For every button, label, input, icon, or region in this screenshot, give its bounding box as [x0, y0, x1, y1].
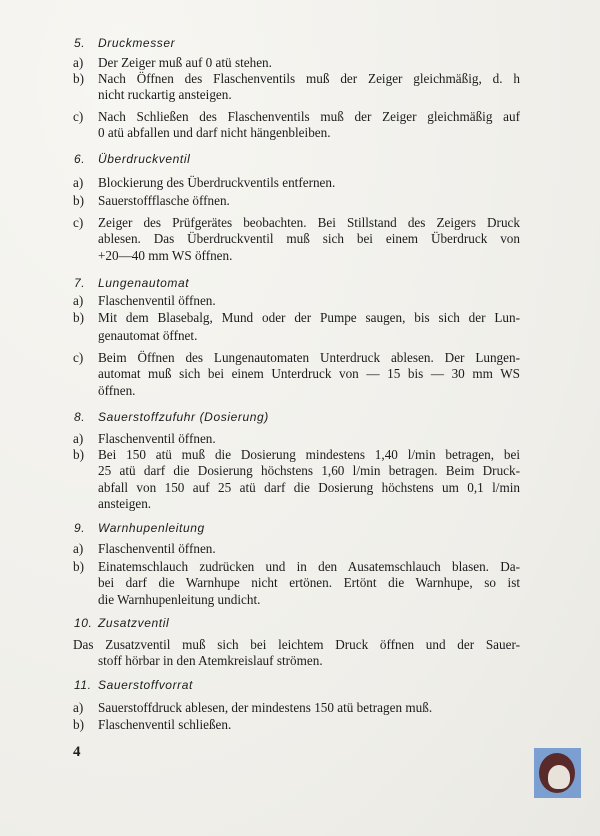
- section-title: Sauerstoffzufuhr (Dosierung): [98, 410, 269, 424]
- text-line: ansteigen.: [98, 495, 152, 511]
- section-number: 11.: [74, 678, 92, 692]
- item-label: b): [73, 717, 84, 732]
- item-label: c): [73, 109, 84, 124]
- item-label: b): [73, 71, 84, 86]
- text-line: Sauerstoffdruck ablesen, der mindestens 150 atü betragen muß.: [98, 700, 433, 715]
- item-label: c): [73, 350, 84, 365]
- archive-logo-image: [534, 748, 581, 798]
- text-line: bei darf die Warnhupe nicht ertönen. Ertönt die Warnhupe, so ist: [98, 575, 520, 591]
- list-item: [73, 310, 520, 345]
- text-line: automat muß sich bei einem Unterdruck von — 15 bis — 30 mm WS: [98, 366, 520, 382]
- item-label: a): [73, 431, 84, 446]
- section-title: Zusatzventil: [98, 616, 170, 630]
- text-line: Zeiger des Prüfgerätes beobachten. Bei Stillstand des Zeigers Druck: [98, 215, 520, 230]
- text-line: Bei 150 atü muß die Dosierung mindestens 1,40 l/min betragen, bei: [98, 447, 520, 462]
- text-line: 0 atü abfallen und darf nicht hängenbleiben.: [98, 125, 331, 141]
- item-label: b): [73, 310, 84, 325]
- text-line: öffnen.: [98, 382, 136, 398]
- text-line: Das Zusatzventil muß sich bei leichtem Druck öffnen und der Sauer-: [73, 637, 520, 652]
- section-heading: [74, 678, 193, 692]
- paragraph: [73, 637, 520, 670]
- list-item: [73, 193, 520, 209]
- text-line: die Warnhupenleitung undicht.: [98, 591, 261, 607]
- text-line: genautomat öffnet.: [98, 328, 198, 344]
- text-line: Flaschenventil schließen.: [98, 717, 232, 732]
- section-title: Sauerstoffvorrat: [98, 678, 193, 692]
- item-label: b): [73, 193, 84, 208]
- text-line: Der Zeiger muß auf 0 atü stehen.: [98, 55, 272, 70]
- item-label: a): [73, 700, 84, 715]
- text-line: 25 atü darf die Dosierung höchstens 1,60 l/min betragen. Beim Druck-: [98, 463, 520, 479]
- section-heading: [74, 152, 190, 166]
- text-line: Flaschenventil öffnen.: [98, 541, 216, 556]
- section-number: 9.: [74, 521, 86, 535]
- text-line: Nach Schließen des Flaschenventils muß der Zeiger gleichmäßig auf: [98, 109, 520, 124]
- list-item: [73, 175, 520, 191]
- page-number: 4: [73, 744, 81, 760]
- section-number: 7.: [74, 276, 86, 290]
- list-item: [73, 215, 520, 264]
- list-item: [73, 541, 520, 557]
- list-item: [73, 293, 520, 309]
- list-item: [73, 71, 520, 104]
- item-label: b): [73, 559, 84, 574]
- text-line: Einatemschlauch zudrücken und in den Ausatemschlauch blasen. Da-: [98, 559, 520, 574]
- section-title: Warnhupenleitung: [98, 521, 205, 535]
- list-item: [73, 55, 520, 71]
- text-line: stoff hörbar in den Atemkreislauf strömen.: [98, 653, 323, 669]
- text-line: Nach Öffnen des Flaschenventils muß der Zeiger gleichmäßig, d. h: [98, 71, 520, 86]
- section-title: Druckmesser: [98, 36, 176, 50]
- section-heading: [74, 616, 169, 630]
- list-item: [73, 717, 520, 733]
- section-title: Lungenautomat: [98, 276, 190, 290]
- list-item: [73, 559, 520, 608]
- section-title: Überdruckventil: [98, 152, 191, 166]
- item-label: a): [73, 293, 84, 308]
- item-label: b): [73, 447, 84, 462]
- text-line: Flaschenventil öffnen.: [98, 293, 216, 308]
- list-item: [73, 447, 520, 512]
- text-line: abfall von 150 auf 25 atü darf die Dosierung höchstens um 0,1 l/min: [98, 479, 520, 495]
- text-line: Blockierung des Überdruckventils entfernen.: [98, 175, 336, 190]
- item-label: a): [73, 55, 84, 70]
- text-line: nicht ruckartig ansteigen.: [98, 87, 232, 103]
- section-heading: [74, 36, 175, 50]
- section-number: 10.: [74, 616, 93, 630]
- section-heading: [74, 276, 189, 290]
- item-label: a): [73, 175, 84, 190]
- section-number: 6.: [74, 152, 86, 166]
- list-item: [73, 109, 520, 142]
- section-number: 5.: [74, 36, 86, 50]
- section-heading: [74, 410, 269, 424]
- item-label: c): [73, 215, 84, 230]
- text-line: Beim Öffnen des Lungenautomaten Unterdruck ablesen. Der Lungen-: [98, 350, 520, 365]
- list-item: [73, 350, 520, 399]
- list-item: [73, 431, 520, 447]
- item-label: a): [73, 541, 84, 556]
- text-line: Mit dem Blasebalg, Mund oder der Pumpe saugen, bis sich der Lun-: [98, 310, 520, 325]
- text-line: Sauerstoffflasche öffnen.: [98, 193, 230, 208]
- text-line: Flaschenventil öffnen.: [98, 431, 216, 446]
- text-line: ablesen. Das Überdruckventil muß sich bei einem Überdruck von: [98, 231, 520, 247]
- section-number: 8.: [74, 410, 86, 424]
- text-line: +20—40 mm WS öffnen.: [98, 247, 233, 263]
- list-item: [73, 700, 520, 716]
- section-heading: [74, 521, 205, 535]
